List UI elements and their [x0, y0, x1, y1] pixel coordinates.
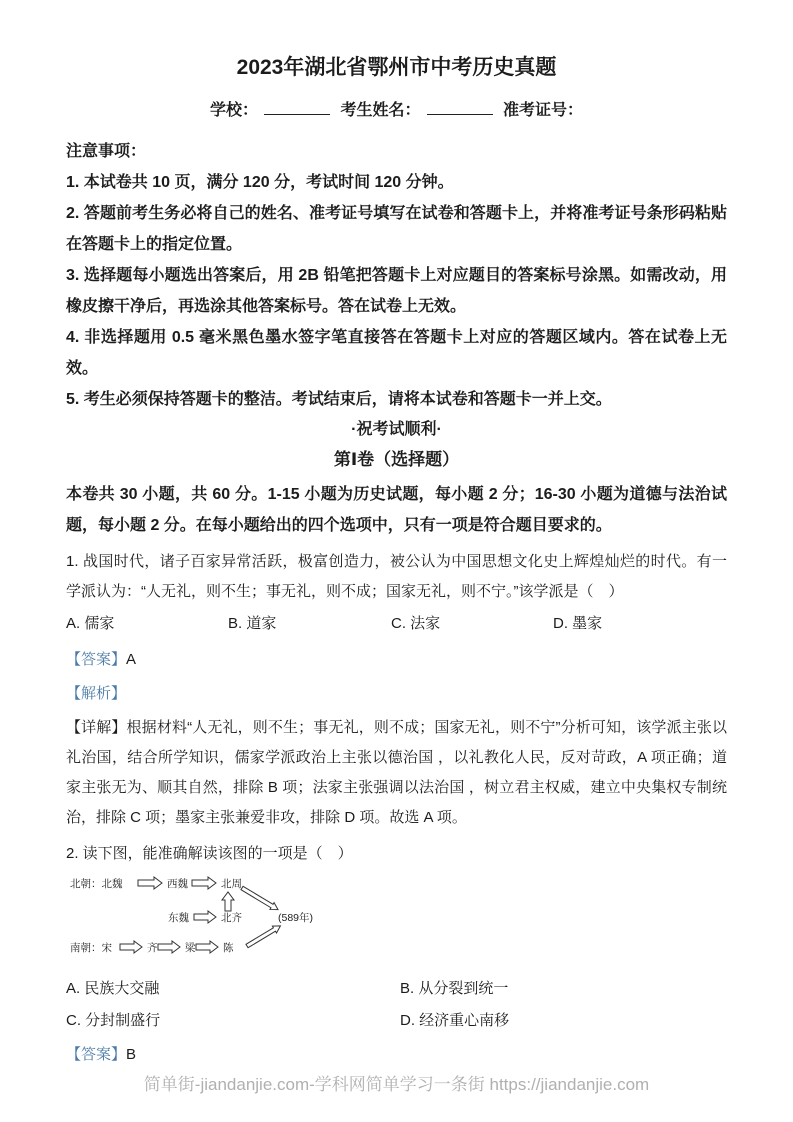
- notice-item-1: 1. 本试卷共 10 页，满分 120 分，考试时间 120 分钟。: [66, 174, 454, 191]
- ticket-number-label: 准考证号：: [502, 102, 583, 119]
- q1-answer-value: A: [126, 651, 137, 668]
- question-1-stem: 1. 战国时代，诸子百家异常活跃，极富创造力，被公认为中国思想文化史上辉煌灿烂的时代。有一学派认为：“人无礼，则不生；事无礼，则不成；国家无礼，则不宁。”该学派是（ ）: [66, 553, 727, 600]
- diagonal-arrow-icon: [240, 885, 280, 913]
- candidate-name-label: 考生姓名：: [340, 102, 421, 119]
- diagram-year-label: (589年): [278, 912, 314, 924]
- diagonal-arrow-icon: [245, 922, 283, 949]
- q1-option-a: A. 儒家: [66, 615, 115, 632]
- q2-option-a: A. 民族大交融: [66, 980, 160, 997]
- question-1-options: [66, 609, 727, 639]
- school-blank: [264, 101, 330, 115]
- q2-option-d: D. 经济重心南移: [400, 1012, 510, 1029]
- q1-detail-label: 【详解】: [66, 719, 127, 736]
- q1-detail-paragraph: [66, 713, 727, 833]
- right-arrow-icon: [158, 941, 180, 953]
- diagram-beiqi-label: 北齐: [221, 912, 242, 924]
- q2-answer-line: [66, 1040, 727, 1070]
- q2-option-c: C. 分封制盛行: [66, 1012, 161, 1029]
- q1-analysis-line: [66, 679, 727, 709]
- up-arrow-icon: [222, 892, 234, 911]
- section-intro: 本卷共 30 小题，共 60 分。1-15 小题为历史试题，每小题 2 分；16-30 小题为道德与法治试题，每小题 2 分。在每小题给出的四个选项中，只有一项是符合题目要求的。: [66, 486, 727, 534]
- candidate-info-line: [66, 96, 727, 126]
- notice-item-4: 4. 非选择题用 0.5 毫米黑色墨水签字笔直接答在答题卡上对应的答题区域内。答在试卷上无效。: [66, 329, 727, 377]
- diagram-south-label: 南朝：宋: [70, 942, 112, 954]
- q1-detail-text: 根据材料“人无礼，则不生；事无礼，则不成；国家无礼，则不宁”分析可知，该学派主张以礼治国，结合所学知识，儒家学派政治上主张以德治国 ，以礼教化人民，反对苛政，A 项正确；道家主张无为、顺其自然，排除 B 项；法家主张强调以法治国 ，树立君主权威，建立中央集权专制统治，排除 C 项；墨家主张兼爱非攻，排除 D 项。故选 A 项。: [66, 719, 727, 826]
- diagram-north-label: 北朝：北魏: [70, 878, 123, 890]
- q1-analysis-label: 【解析】: [66, 685, 127, 702]
- q2-answer-label: 【答案】: [66, 1046, 127, 1063]
- q2-option-b: B. 从分裂到统一: [400, 980, 509, 997]
- question-2-stem: 2. 读下图，能准确解读该图的一项是（ ）: [66, 845, 353, 862]
- diagram-xiwei-label: 西魏: [167, 878, 188, 890]
- q1-answer-line: [66, 645, 727, 675]
- notice-item-2: 2. 答题前考生务必将自己的姓名、准考证号填写在试卷和答题卡上，并将准考证号条形码粘贴在答题卡上的指定位置。: [66, 205, 727, 253]
- diagram-liang-label: 梁: [185, 942, 196, 954]
- diagram-qi-label: 齐: [147, 942, 158, 954]
- q1-answer-label: 【答案】: [66, 651, 127, 668]
- right-arrow-icon: [194, 911, 216, 923]
- right-arrow-icon: [138, 877, 162, 889]
- right-arrow-icon: [120, 941, 142, 953]
- page-title: 2023年湖北省鄂州市中考历史真题: [236, 56, 557, 79]
- q1-option-c: C. 法家: [391, 615, 441, 632]
- candidate-name-blank: [427, 101, 493, 115]
- dynasty-succession-diagram: [68, 873, 398, 965]
- dynasty-diagram-wrap: [68, 873, 727, 970]
- section-title: 第Ⅰ卷（选择题）: [333, 450, 460, 469]
- notice-item-5: 5. 考生必须保持答题卡的整洁。考试结束后，请将本试卷和答题卡一并上交。: [66, 391, 612, 408]
- question-2-options-row-1: [66, 974, 727, 1004]
- q2-answer-value: B: [126, 1046, 137, 1063]
- q1-option-b: B. 道家: [228, 615, 277, 632]
- diagram-dongwei-label: 东魏: [168, 912, 189, 924]
- school-label: 学校：: [210, 102, 259, 119]
- diagram-beizhou-label: 北周: [221, 878, 242, 890]
- question-2-options-row-2: [66, 1006, 727, 1036]
- notice-heading: 注意事项：: [66, 143, 147, 160]
- exam-wish-line: ·祝考试顺利·: [351, 421, 442, 438]
- watermark-footer: 简单街-jiandanjie.com-学科网简单学习一条街 https://jiandanjie.com: [143, 1075, 650, 1094]
- notice-item-3: 3. 选择题每小题选出答案后，用 2B 铅笔把答题卡上对应题目的答案标号涂黑。如需改动，用橡皮擦干净后，再选涂其他答案标号。答在试卷上无效。: [66, 267, 727, 315]
- q1-option-d: D. 墨家: [553, 615, 603, 632]
- diagram-chen-label: 陈: [223, 942, 234, 954]
- right-arrow-icon: [196, 941, 218, 953]
- right-arrow-icon: [192, 877, 216, 889]
